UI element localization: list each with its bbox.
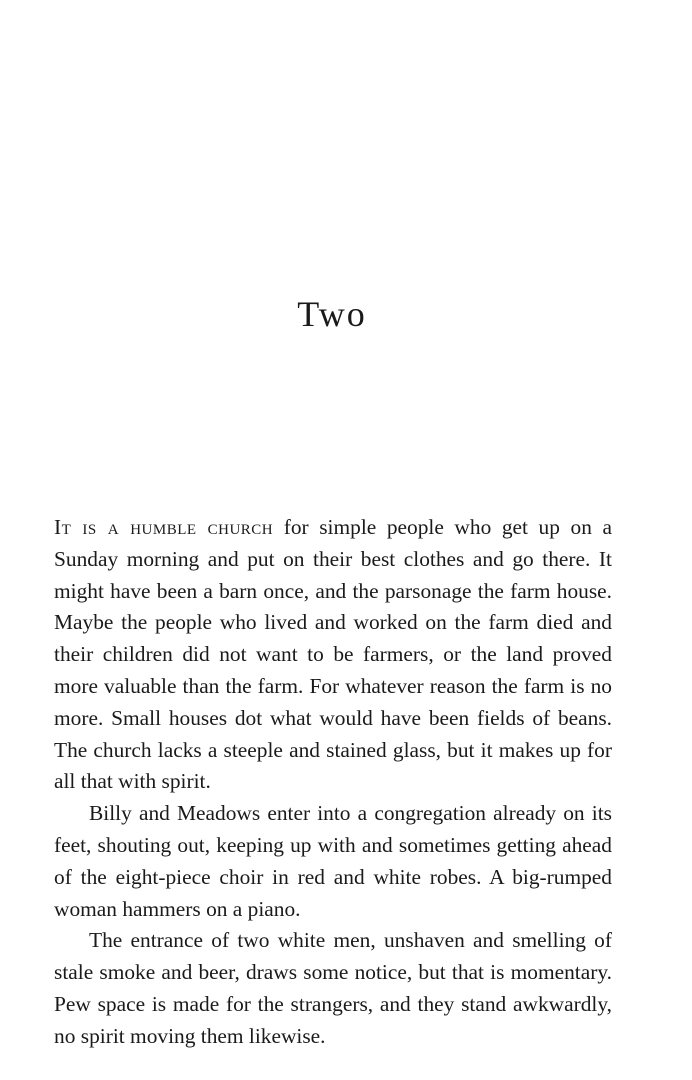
paragraph-2: Billy and Meadows enter into a congregation already on its feet, shouting out, keeping up with and sometimes getting ahead of the eight-piece choir in red and white robes. A big-rumped woman hammers on a piano. [54, 801, 612, 921]
paragraph-1 [54, 512, 612, 798]
paragraph-3: The entrance of two white men, unshaven and smelling of stale smoke and beer, draws some notice, but that is momentary. Pew space is made for the strangers, and they stand awkwardly, no spirit moving them likewise. [54, 928, 612, 1048]
paragraph-1-text: for simple people who get up on a Sunday morning and put on their best clothes and go there. It might have been a barn once, and the parsonage the farm house. Maybe the people who lived and worked on the farm died and their children did not want to be farmers, or the land proved more valuable than the farm. For whatever reason the farm is no more. Small houses dot what would have been fields of beans. The church lacks a steeple and stained glass, but it makes up for all that with spirit. [54, 515, 612, 794]
chapter-title: Two [297, 294, 367, 334]
paragraph-lead-in: It is a humble church [54, 515, 274, 539]
chapter-body [54, 512, 612, 1053]
